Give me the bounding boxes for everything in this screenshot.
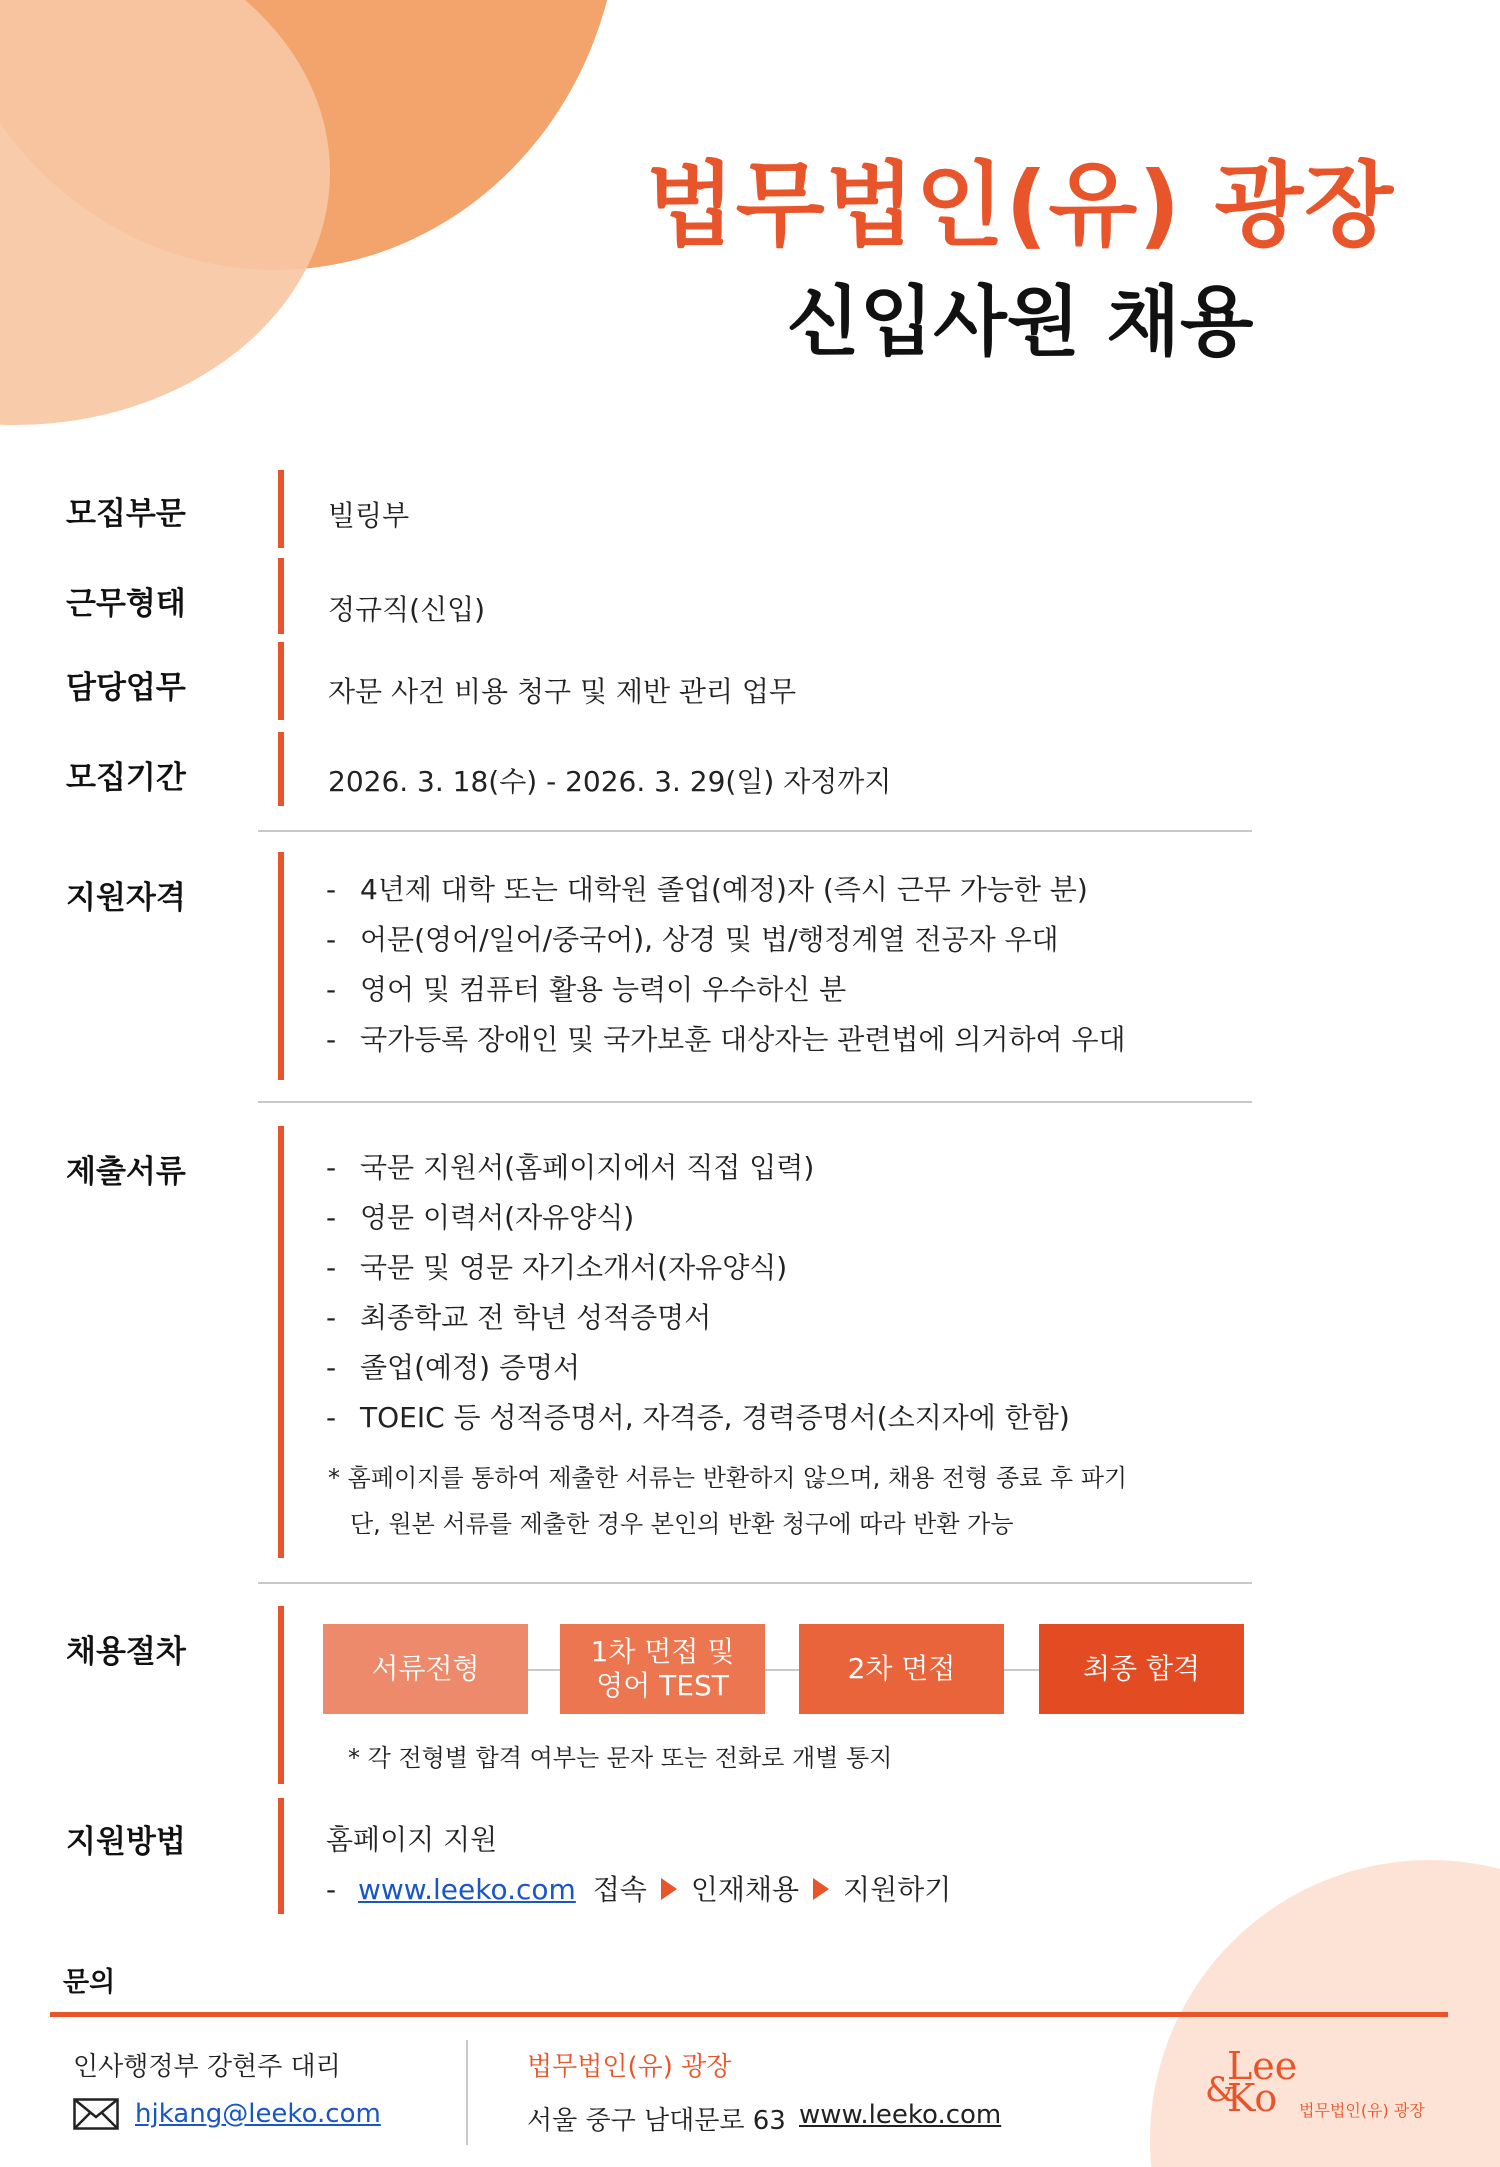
mail-icon — [73, 2098, 119, 2130]
duties-label: 담당업무 — [66, 670, 186, 706]
department-value: 빌링부 — [328, 499, 410, 532]
period-value: 2026. 3. 18(수) - 2026. 3. 29(일) 자정까지 — [328, 765, 892, 798]
apply-path-step: 인재채용 — [690, 1873, 800, 1906]
list-item: - TOEIC 등 성적증명서, 자격증, 경력증명서(소지자에 한함) — [326, 1401, 1070, 1434]
logo-firm-name: 법무법인(유) 광장 — [1299, 2101, 1425, 2120]
contact-email-link[interactable]: hjkang@leeko.com — [135, 2099, 381, 2129]
employment-type-label: 근무형태 — [66, 586, 186, 622]
process-connector — [527, 1669, 560, 1671]
firm-name: 법무법인(유) 광장 — [527, 2052, 732, 2082]
employment-type-bar — [278, 558, 284, 634]
firm-website-link[interactable]: www.leeko.com — [799, 2100, 1002, 2130]
process-bar — [278, 1606, 284, 1784]
apply-bar — [278, 1798, 284, 1914]
footer-rule — [50, 2012, 1448, 2017]
list-item: - 최종학교 전 학년 성적증명서 — [326, 1301, 712, 1334]
list-item: - 국문 및 영문 자기소개서(자유양식) — [326, 1251, 788, 1284]
documents-label: 제출서류 — [66, 1154, 186, 1190]
process-connector — [765, 1669, 799, 1671]
process-step-final-pass: 최종 합격 — [1039, 1624, 1244, 1714]
department-bar — [278, 470, 284, 548]
process-step-document-screening: 서류전형 — [323, 1624, 528, 1714]
list-item: - 4년제 대학 또는 대학원 졸업(예정)자 (즉시 근무 가능한 분) — [326, 873, 1088, 906]
apply-label: 지원방법 — [66, 1824, 186, 1860]
section-divider — [258, 1582, 1252, 1584]
process-label: 채용절차 — [66, 1634, 186, 1670]
employment-type-value: 정규직(신입) — [328, 593, 486, 626]
period-bar — [278, 732, 284, 806]
apply-method: 홈페이지 지원 — [326, 1823, 498, 1856]
arrow-right-icon — [661, 1878, 677, 1900]
list-item: - 졸업(예정) 증명서 — [326, 1351, 581, 1384]
list-item: - 국문 지원서(홈페이지에서 직접 입력) — [326, 1151, 815, 1184]
list-item: - 영문 이력서(자유양식) — [326, 1201, 635, 1234]
qualifications-list — [326, 865, 1126, 1065]
footer-separator — [466, 2040, 468, 2145]
apply-path-step: 지원하기 — [843, 1873, 952, 1906]
logo-ko: Ko — [1227, 2076, 1278, 2120]
apply-path: - www.leeko.com 접속 인재채용 지원하기 — [326, 1873, 952, 1906]
page-title: 법무법인(유) 광장 — [645, 152, 1395, 259]
apply-website-link[interactable]: www.leeko.com — [358, 1873, 576, 1906]
qualifications-bar — [278, 852, 284, 1080]
documents-list — [326, 1143, 1070, 1443]
contact-person: 인사행정부 강현주 대리 — [73, 2052, 341, 2082]
duties-value: 자문 사건 비용 청구 및 제반 관리 업무 — [328, 675, 797, 708]
logo-lee: Lee — [1227, 2044, 1298, 2088]
arrow-right-icon — [813, 1878, 829, 1900]
duties-bar — [278, 642, 284, 720]
firm-address: 서울 중구 남대문로 63 — [527, 2106, 786, 2136]
process-note: * 각 전형별 합격 여부는 문자 또는 전화로 개별 통지 — [348, 1744, 893, 1772]
section-divider — [258, 830, 1252, 832]
documents-note-line2: 단, 원본 서류를 제출한 경우 본인의 반환 청구에 따라 반환 가능 — [350, 1510, 1014, 1538]
page-subtitle: 신입사원 채용 — [786, 277, 1254, 366]
logo-ampersand: & — [1205, 2070, 1236, 2110]
section-divider — [258, 1101, 1252, 1103]
list-item: - 영어 및 컴퓨터 활용 능력이 우수하신 분 — [326, 973, 847, 1006]
qualifications-label: 지원자격 — [66, 880, 186, 916]
process-step-second-interview: 2차 면접 — [799, 1624, 1004, 1714]
lee-ko-logo — [1205, 2044, 1445, 2128]
list-item: - 국가등록 장애인 및 국가보훈 대상자는 관련법에 의거하여 우대 — [326, 1023, 1126, 1056]
period-label: 모집기간 — [66, 760, 186, 796]
process-step-first-interview: 1차 면접 및 영어 TEST — [560, 1624, 765, 1714]
list-item: - 어문(영어/일어/중국어), 상경 및 법/행정계열 전공자 우대 — [326, 923, 1059, 956]
documents-note-line1: * 홈페이지를 통하여 제출한 서류는 반환하지 않으며, 채용 전형 종료 후 파기 — [328, 1464, 1128, 1492]
department-label: 모집부문 — [66, 496, 186, 532]
process-connector — [1004, 1669, 1039, 1671]
contact-title: 문의 — [63, 1967, 116, 1998]
contact-email-row — [73, 2098, 381, 2130]
documents-bar — [278, 1126, 284, 1558]
apply-path-step: 접속 — [592, 1873, 647, 1906]
decorative-circle-left — [0, 0, 330, 425]
